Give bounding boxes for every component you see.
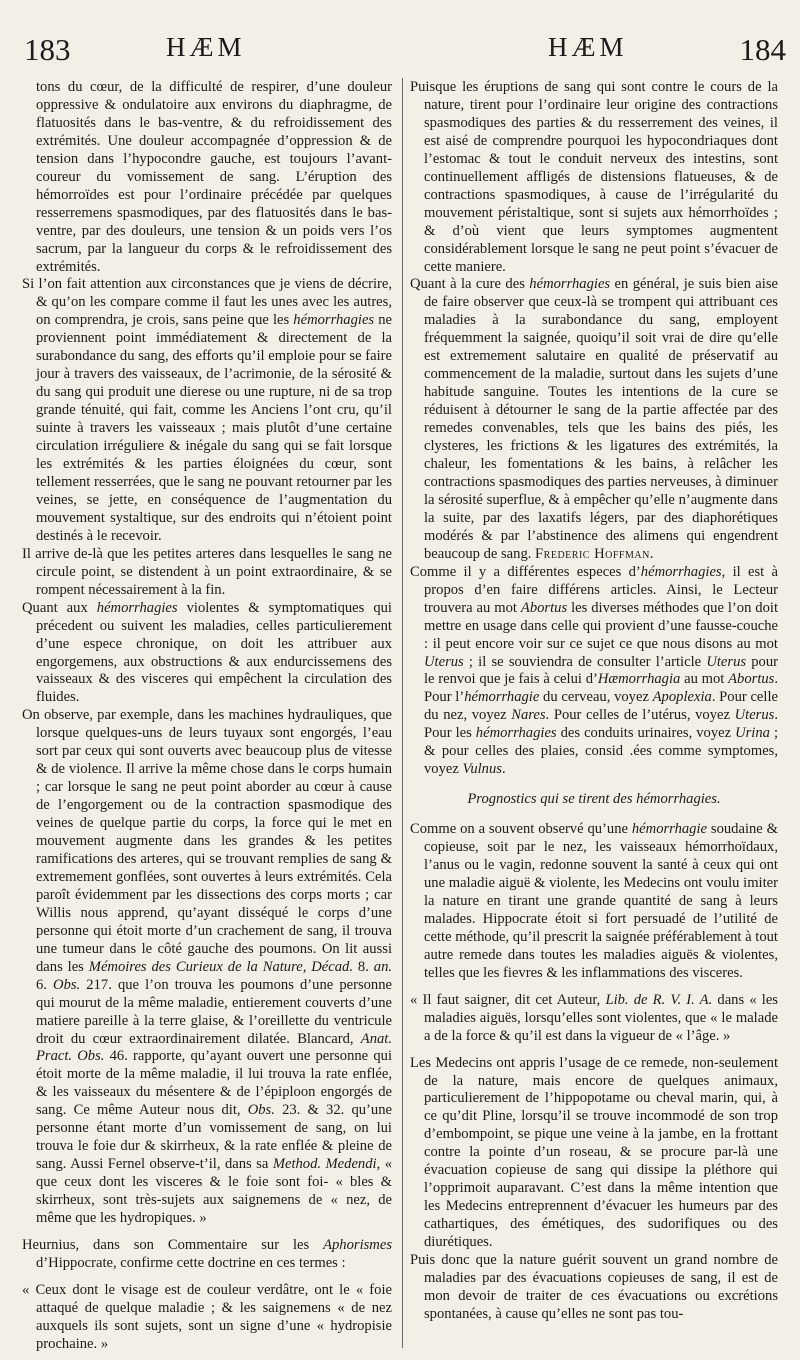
- left-page-number: 183: [24, 32, 71, 67]
- right-column: [410, 79, 778, 1324]
- column-divider: [402, 78, 403, 1348]
- author-signature: Frederic Hoffman.: [535, 545, 654, 562]
- paragraph: On observe, par exemple, dans les machines hydrauliques, que lorsque quelques-uns de leurs tuyaux sont engorgés, l’eau sort par ceux qui sont ouverts avec beaucoup plus de vitesse & de violence. Il arrive la même chose dans le corps humain ; car lorsque le sang ne peut point aborder au cœur à cause de l’engorgement ou de la contraction spasmodique des veines de quelque partie du corps, la force qui le met en mouvement augmente dans les grandes & les petites ramifications des arteres, qui se trouvant remplies de sang & extremement gonflées, sont ouvertes à leurs extrémités. Cela paroît évidemment par les dissections des corps morts ; car Willis nous apprend, qu’ayant disséqué le corps d’une personne qui étoit morte d’un crachement de sang, il trouva une tumeur dans le côté gauche des poumons. On lit aussi dans les Mémoires des Curieux de la Nature, Décad. 8. an. 6. Obs. 217. que l’on trouva les poumons d’une personne qui mourut de la même maladie, entierement couverts d’une matiere pareille à la terre glaise, & l’oreillette du ventricule droit du cœur extraordinairement dilatée. Blancard, Anat. Pract. Obs. 46. rapporte, qu’ayant ouvert une personne qui étoit morte de la même maladie, il lui trouva la rate enflée, & les vaisseaux du mésentere & de l’épiploon engorgés de sang. Ce même Auteur nous dit, Obs. 23. & 32. qu’une personne étant morte d’un vomissement de sang, on lui trouva le foie dur & skirrheux, & la rate enflée & pleine de sang. Aussi Fernel observe-t’il, dans sa Method. Medendi, « que ceux dont les visceres & le foie sont foi- « bles & skirrheux, sont très-sujets aux saignemens de « nez, de même que les hydropiques. »: [22, 707, 393, 1227]
- paragraph: Il arrive de-là que les petites arteres dans lesquelles le sang ne circule point, se distendent à un point extraordinaire, & se rompent nécessairement à la fin.: [22, 545, 392, 598]
- paragraph: Puisque les éruptions de sang qui sont contre le cours de la nature, tirent pour l’ordinaire leur origine des contractions spasmodiques des parties & du resserrement des veines, il est aisé de comprendre pourquoi les hypocondriaques dont l’estomac & tout le conduit nerveux des intestins, sont continuellement affligés de distensions flatueuses, & de contractions spasmodiques, à cause de l’irrégularité du mouvement péristaltique, sont si sujets aux hémorrhoïdes ; & d’où vient que leurs symptomes augmentent considérablement lorsque le sang ne peut point s’évacuer de cette maniere.: [410, 79, 778, 275]
- paragraph: Si l’on fait attention aux circonstances que je viens de décrire, & qu’on les compare comme il faut les unes avec les autres, on comprendra, je crois, sans peine que les hémorrhagies ne proviennent point immédiatement & directement de la surabondance du sang, des efforts qu’il emploie pour se faire jour à travers des vaisseaux, de l’acrimonie, de la sérosité & du sang qui produit une dierese ou une rupture, ni de sa trop grande ténuité, qui fait, comme les Anciens l’ont cru, qu’il suinte à travers les vaisseaux ; mais plutôt d’une certaine circulation irréguliere & inégale du sang qui se fait lorsque les extrémités & les parties éloignées du cœur, sont tellement resserrées, que le sang ne pouvant retourner par les veines, se jette, en conséquence de l’augmentation du mouvement systaltique, sur des endroits qui n’étoient point destinés à le recevoir.: [22, 276, 392, 544]
- paragraph: tons du cœur, de la difficulté de respirer, d’une douleur oppressive & ondulatoire aux environs du diaphragme, de flatuosités dans le bas-ventre, & du refroidissement des extrémités. Une douleur accompagnée d’oppression & de tension dans l’hypocondre gauche, est toujours l’avant-coureur du vomissement de sang. L’éruption des hémorroïdes est pour l’ordinaire précédée par quelques resserremens spasmodiques, par des flatuosités dans le bas-ventre, par des douleurs, une tension & un poids vers l’os sacrum, par la langueur du corps & le refroidissement des extrémités.: [36, 79, 392, 275]
- paragraph: Comme on a souvent observé qu’une hémorrhagie soudaine & copieuse, soit par le nez, les vaisseaux hémorrhoïdaux, l’anus ou le vagin, redonne souvent la santé à ceux qui ont une maladie aiguë & violente, les Medecins ont voulu imiter la nature en tirant une grande quantité de sang à leurs malades. Hippocrate étoit si fort persuadé de l’utilité de cette méthode, qu’il prescrit la saignée préférablement à tout autre remede dans toutes les maladies aiguës & violentes, telles que les fievres & les inflammations des visceres.: [410, 821, 779, 981]
- page-header: [0, 0, 800, 70]
- right-page-number: 184: [739, 32, 786, 67]
- right-running-title: HÆM: [548, 32, 628, 62]
- paragraph: Les Medecins ont appris l’usage de ce remede, non-seulement de la nature, mais encore de quelques animaux, particulierement de l’hippopotame ou cheval marin, qui, à ce qu’dit Pline, lorsqu’il se trouve incommodé de son trop d’embompoint, se pique une veine à la jambe, en la frottant contre la pointe d’un roseau, & se procure par-là une évacuation copieuse de sang qui dissipe la pléthore qui l’opprimoit auparavant. C’est dans la même intention que les Medecins entreprennent d’évacuer les humeurs par des cathartiques, des émétiques, des sudorifiques ou des diurétiques.: [410, 1054, 778, 1251]
- paragraph: Quant aux hémorrhagies violentes & symptomatiques qui précedent ou suivent les maladies, celles particulierement d’une espece chronique, on doit les attribuer aux engorgemens, aux obstructions & aux endurcissemens des vaisseaux & des visceres qui empêchent la circulation des fluides.: [22, 599, 392, 706]
- quotation: « Ceux dont le visage est de couleur verdâtre, ont le « foie attaqué de quelque maladie ; & les saignemens « de nez auxquels ils sont sujets, sont un signe d’une « hydropisie prochaine. »: [22, 1281, 392, 1352]
- paragraph: Puis donc que la nature guérit souvent un grand nombre de maladies par des évacuations copieuses de sang, il est de mon devoir de traiter de ces évacuations ou excrétions spontanées, à cause qu’elles ne sont pas tou-: [410, 1252, 778, 1322]
- quotation: « Il faut saigner, dit cet Auteur, Lib. de R. V. I. A. dans « les maladies aiguës, lorsqu’elles sont violentes, que « le malade a de la force & qu’il est dans la vigueur de « l’âge. »: [410, 991, 778, 1044]
- paragraph: Comme il y a différentes especes d’hémorrhagies, il est à propos d’en faire différens articles. Ainsi, le Lecteur trouvera au mot Abortus les diverses méthodes que l’on doit mettre en usage dans celle qui provient d’une fausse-couche : il peut encore voir sur ce sujet ce que nous disons au mot Uterus ; il se souviendra de consulter l’article Uterus pour le renvoi que je fais à celui d’Hæmorrhagia au mot Abortus. Pour l’hémorrhagie du cerveau, voyez Apoplexia. Pour celle du nez, voyez Nares. Pour celles de l’utérus, voyez Uterus. Pour les hémorrhagies des conduits urinaires, voyez Urina ; & pour celles des plaies, consid .ées comme symptomes, voyez Vulnus.: [410, 563, 779, 778]
- paragraph: Heurnius, dans son Commentaire sur les Aphorismes d’Hippocrate, confirme cette doctrine en ces termes :: [22, 1237, 392, 1271]
- paragraph: Quant à la cure des hémorrhagies en général, je suis bien aise de faire observer que ceux-là se trompent qui attribuant ces maladies à la surabondance du sang, employent fréquemment la saignée, quoiqu’il soit vrai de dire qu’elle est extremement salutaire en qualité de préservatif au commencement de la maladie, surtout dans les sujets d’une habitude sanguine. Toutes les intentions de la cure se réduisent à détourner le sang de la partie affectée par des remedes convenables, tels que les bains des piés, les clysteres, les frictions & les ligatures des extrémités, la chaleur, les fomentations & les bains, à relâcher les contractions spasmodiques des parties nerveuses, à diminuer la sérosité superflue, & à empêcher qu’elle n’augmente dans la suite, par des laxatifs légers, par des diaphorétiques modérés & par l’abstinence des alimens qui engendrent beaucoup de sang. Frederic Hoffman.: [410, 276, 778, 562]
- left-running-title: HÆM: [166, 32, 246, 62]
- section-heading: Prognostics qui se tirent des hémorrhagies.: [467, 791, 721, 808]
- left-column: [22, 79, 392, 1354]
